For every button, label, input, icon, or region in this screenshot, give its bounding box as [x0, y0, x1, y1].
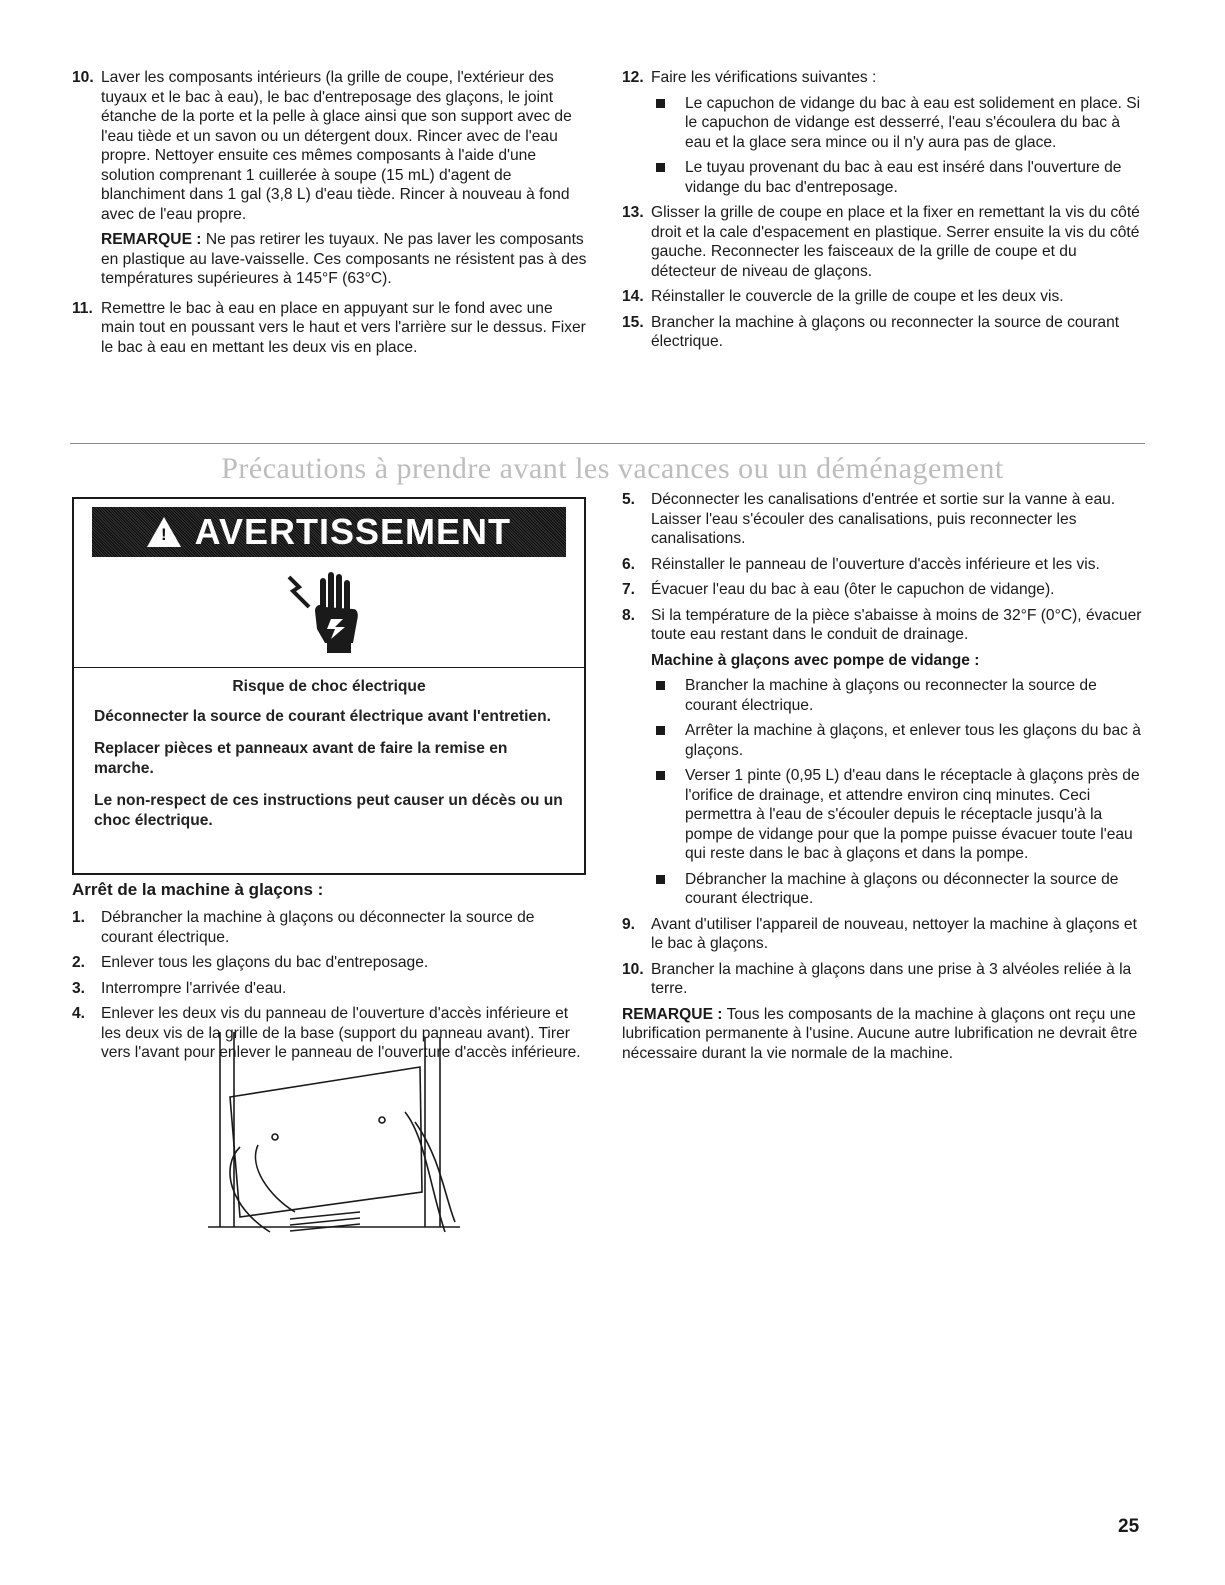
- right-steps: [622, 490, 1144, 1063]
- item-number: 12.: [622, 69, 644, 86]
- item-number: 4.: [72, 1005, 86, 1022]
- warning-header-text: AVERTISSEMENT: [194, 511, 512, 552]
- item-number: 13.: [622, 204, 644, 221]
- bullet-text: Brancher la machine à glaçons ou reconnecter la source de courant électrique.: [685, 677, 1097, 714]
- bullet-text: Verser 1 pinte (0,95 L) d'eau dans le réceptacle à glaçons près de l'orifice de drainage, et attendre environ cinq minutes. Ceci permettra à l'eau de s'écouler depuis le réceptacle jusqu'à la pompe de vidange pour que la pompe puisse évacuer toute l'eau qui reste dans le bac à glaçons et dans la pompe.: [685, 767, 1140, 862]
- electric-shock-hand-icon: [279, 569, 379, 659]
- subheading: Arrêt de la machine à glaçons :: [72, 880, 324, 899]
- pump-heading: Machine à glaçons avec pompe de vidange :: [651, 651, 980, 669]
- bullet-square-icon: [656, 681, 665, 690]
- bullet-item: [651, 870, 1144, 909]
- list-item: [72, 979, 590, 999]
- list-item: [622, 580, 1144, 600]
- bullet-text: Le capuchon de vidange du bac à eau est solidement en place. Si le capuchon de vidange est desserré, l'eau s'écoulera du bac à eau et la glace sera mince ou il n'y aura pas de glace.: [685, 94, 1141, 151]
- item-text: Réinstaller le couvercle de la grille de coupe et les deux vis.: [651, 288, 1064, 305]
- remarque-text: Tous les composants de la machine à glaçons ont reçu une lubrification permanente à l'usine. Aucune autre lubrification ne devrait être nécessaire durant la vie normale de la machine.: [622, 1005, 1138, 1062]
- warning-line: Replacer pièces et panneaux avant de faire la remise en marche.: [94, 740, 508, 777]
- bullet-text: Le tuyau provenant du bac à eau est inséré dans l'ouverture de vidange du bac d'entreposage.: [685, 159, 1122, 196]
- list-item: [72, 68, 590, 224]
- bullet-text: Débrancher la machine à glaçons ou déconnecter la source de courant électrique.: [685, 870, 1119, 907]
- item-text: Évacuer l'eau du bac à eau (ôter le capuchon de vidange).: [651, 581, 1055, 598]
- bullet-square-icon: [656, 163, 665, 172]
- item-number: 15.: [622, 313, 644, 331]
- remarque-label: REMARQUE :: [101, 231, 202, 248]
- item-text: Avant d'utiliser l'appareil de nouveau, nettoyer la machine à glaçons et le bac à glaçons.: [651, 915, 1137, 952]
- list-item: [72, 908, 590, 947]
- bullet-item: [651, 676, 1144, 715]
- item-text: Laver les composants intérieurs (la grille de coupe, l'extérieur des tuyaux et le bac à eau), le bac d'entreposage des glaçons, le joint étanche de la porte et la pelle à glace ainsi que son support avec de l'eau tiède et un savon ou un détergent doux. Rincer avec de l'eau propre. Nettoyer ensuite ces mêmes composants à l'aide d'une solution comprenant 1 cuillerée à soupe (15 mL) d'agent de blanchiment dans 1 gal (3,8 L) d'eau tiède. Rincer à nouveau à fond avec de l'eau propre.: [101, 69, 572, 223]
- list-item: [622, 203, 1144, 281]
- remarque-text: Ne pas retirer les tuyaux. Ne pas laver les composants en plastique au lave-vaisselle. Ces composants ne résistent pas à des températures supérieures à 145°F (63°C).: [101, 231, 587, 287]
- item-number: 6.: [622, 555, 636, 573]
- item-text: Enlever les deux vis du panneau de l'ouverture d'accès inférieure et les deux vis de la grille de la base (support du panneau avant). Tirer vers l'avant pour enlever le panneau de l'ouverture d'accès inférieure.: [101, 1005, 581, 1061]
- warning-line: Déconnecter la source de courant électrique avant l'entretien.: [94, 708, 551, 725]
- list-item: [622, 915, 1144, 954]
- remarque-note: [101, 230, 590, 289]
- item-text: Débrancher la machine à glaçons ou déconnecter la source de courant électrique.: [101, 909, 535, 946]
- item-text: Remettre le bac à eau en place en appuyant sur le fond avec une main tout en poussant vers le haut et vers l'arrière sur le dessus. Fixer le bac à eau en mettant les deux vis en place.: [101, 299, 586, 356]
- bullet-square-icon: [656, 726, 665, 735]
- list-item: [622, 555, 1144, 575]
- item-text: Brancher la machine à glaçons ou reconnecter la source de courant électrique.: [651, 313, 1120, 350]
- item-number: 10.: [72, 69, 94, 86]
- bullet-item: [651, 94, 1144, 153]
- item-number: 14.: [622, 288, 644, 305]
- item-number: 5.: [622, 491, 636, 508]
- top-left-column: [72, 68, 590, 363]
- list-item: [72, 953, 590, 973]
- section-divider: [70, 443, 1145, 444]
- item-text: Brancher la machine à glaçons dans une prise à 3 alvéoles reliée à la terre.: [651, 960, 1132, 997]
- item-text: Réinstaller le panneau de l'ouverture d'accès inférieure et les vis.: [651, 555, 1100, 573]
- list-item: [622, 606, 1144, 645]
- bullet-text: Arrêter la machine à glaçons, et enlever tous les glaçons du bac à glaçons.: [685, 722, 1141, 759]
- item-number: 9.: [622, 915, 636, 933]
- warning-header: [92, 507, 566, 557]
- bullet-item: [651, 721, 1144, 760]
- item-text: Interrompre l'arrivée d'eau.: [101, 979, 287, 997]
- item-number: 10.: [622, 960, 644, 978]
- warning-triangle-icon: !: [147, 517, 181, 547]
- bullet-item: [651, 158, 1144, 197]
- bullet-square-icon: [656, 771, 665, 780]
- bullet-square-icon: [656, 875, 665, 884]
- item-text: Si la température de la pièce s'abaisse à moins de 32°F (0°C), évacuer toute eau restant dans le conduit de drainage.: [651, 606, 1142, 643]
- list-item: [72, 299, 590, 358]
- warning-divider: [74, 667, 584, 668]
- item-number: 11.: [72, 299, 93, 317]
- item-text: Déconnecter les canalisations d'entrée et sortie sur la vanne à eau. Laisser l'eau s'écouler des canalisations, puis reconnecter les canalisations.: [651, 491, 1116, 547]
- remarque-note: [622, 1005, 1144, 1064]
- item-number: 1.: [72, 909, 86, 926]
- warning-text: [94, 677, 564, 843]
- item-number: 8.: [622, 606, 636, 624]
- page-number: 25: [1118, 1516, 1140, 1537]
- list-item: [622, 490, 1144, 549]
- bullet-square-icon: [656, 99, 665, 108]
- item-number: 7.: [622, 581, 636, 598]
- bullet-item: [651, 766, 1144, 864]
- warning-line: Le non-respect de ces instructions peut causer un décès ou un choc électrique.: [94, 792, 563, 829]
- panel-removal-illustration: [200, 1027, 470, 1257]
- remarque-label: REMARQUE :: [622, 1005, 723, 1023]
- list-item: [622, 313, 1144, 352]
- item-number: 2.: [72, 954, 86, 971]
- item-number: 3.: [72, 979, 86, 997]
- item-text: Faire les vérifications suivantes :: [651, 69, 877, 86]
- list-item: [622, 960, 1144, 999]
- section-title: Précautions à prendre avant les vacances ou un déménagement: [221, 452, 1004, 485]
- warning-box: [72, 497, 586, 875]
- item-text: Glisser la grille de coupe en place et la fixer en remettant la vis du côté droit et la cale d'espacement en plastique. Serrer ensuite la vis du côté gauche. Reconnecter les faisceaux de la grille de coupe et du détecteur de niveau de glaçons.: [651, 204, 1140, 280]
- list-item: [622, 68, 1144, 88]
- item-text: Enlever tous les glaçons du bac d'entreposage.: [101, 954, 429, 971]
- list-item: [622, 287, 1144, 307]
- top-right-column: [622, 68, 1144, 358]
- warning-risk: Risque de choc électrique: [232, 678, 426, 695]
